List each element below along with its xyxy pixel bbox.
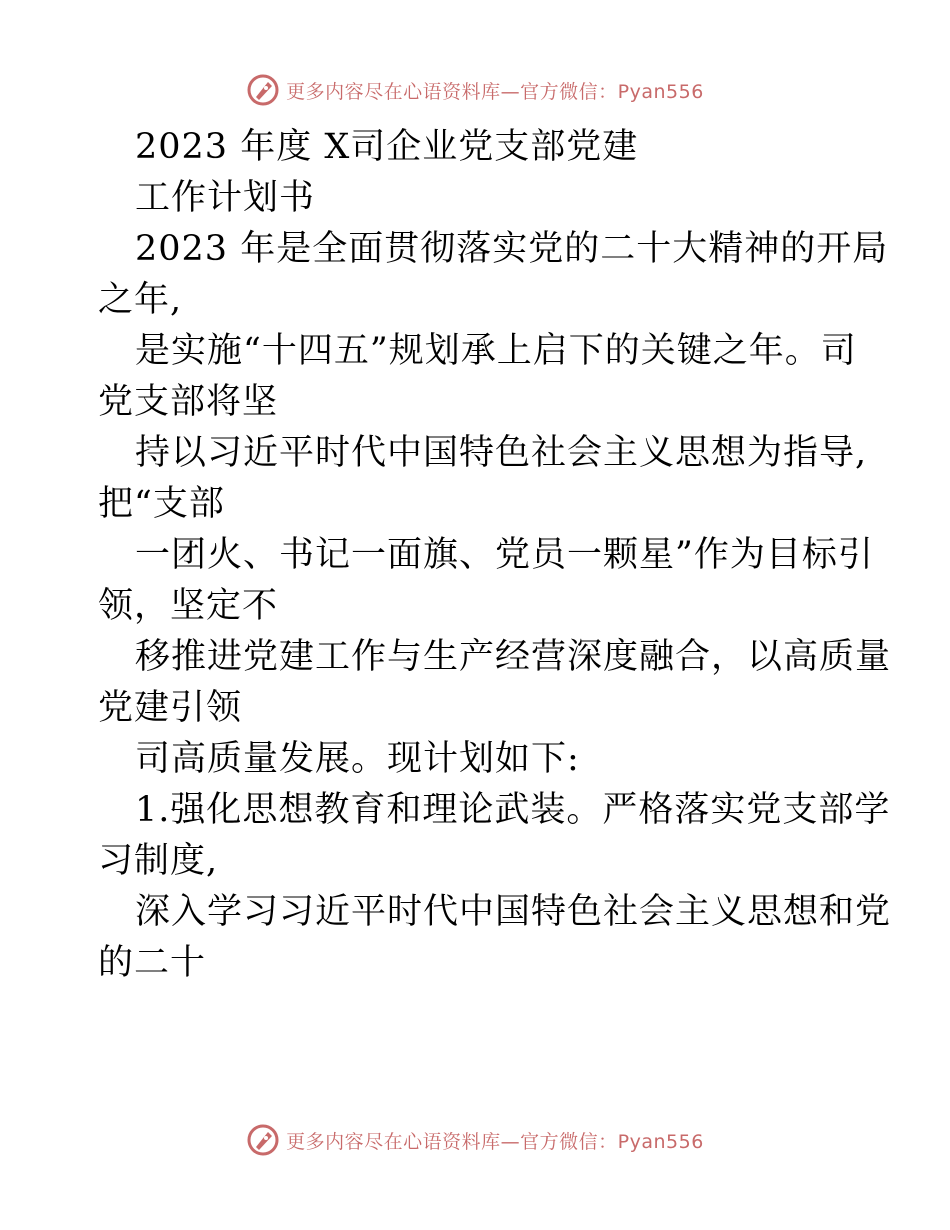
text-line: 党建引领 [98, 688, 243, 728]
text-line: 持以习近平时代中国特色社会主义思想为指导, [135, 433, 868, 473]
pen-nib-logo-icon [246, 73, 280, 107]
text-line: 司高质量发展。现计划如下: [135, 739, 580, 779]
pen-nib-logo-icon [246, 1123, 280, 1157]
text-line: 移推进党建工作与生产经营深度融合，以高质量 [135, 637, 892, 677]
document-body [98, 122, 892, 989]
text-line: 2023 年是全面贯彻落实党的二十大精神的开局 [135, 229, 889, 269]
text-line: 1.强化思想教育和理论武装。严格落实党支部学 [135, 790, 891, 830]
text-line: 党支部将坚 [98, 382, 279, 422]
text-line: 的二十 [98, 943, 207, 983]
text-line: 深入学习习近平时代中国特色社会主义思想和党 [135, 892, 892, 932]
watermark-text: 更多内容尽在心语资料库—官方微信：Pyan556 [286, 80, 704, 103]
text-line: 领，坚定不 [98, 586, 279, 626]
text-line: 2023 年度 X司企业党支部党建 [135, 127, 639, 167]
header-watermark [0, 70, 950, 110]
text-line: 工作计划书 [135, 178, 316, 218]
text-line: 之年, [98, 280, 183, 320]
text-line: 习制度, [98, 841, 219, 881]
text-line: 是实施“十四五”规划承上启下的关键之年。司 [135, 331, 857, 371]
text-line: 把“支部 [98, 484, 225, 524]
text-line: 一团火、书记一面旗、党员一颗星”作为目标引 [135, 535, 874, 575]
footer-watermark [0, 1120, 950, 1160]
watermark-text: 更多内容尽在心语资料库—官方微信：Pyan556 [286, 1130, 704, 1153]
